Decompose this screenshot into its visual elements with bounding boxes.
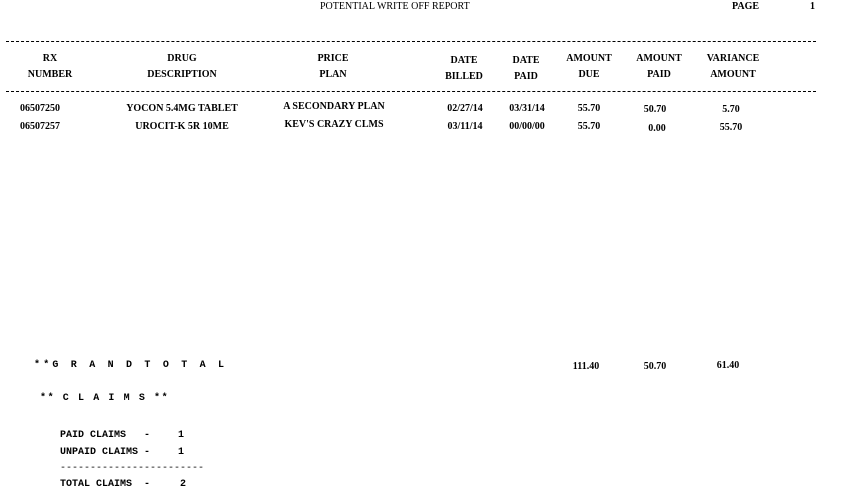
col-header-amount-due: AMOUNT DUE [566, 53, 612, 80]
variance-amount: 55.70 [719, 122, 743, 133]
price-plan: KEV'S CRAZY CLMS [284, 119, 384, 130]
grand-total-due: 111.40 [572, 361, 600, 372]
col-header-rx: RX NUMBER [27, 53, 73, 80]
date-billed: 03/11/14 [447, 121, 483, 132]
col-header-variance: VARIANCE AMOUNT [706, 53, 760, 80]
col-header-plan: PRICE PLAN [317, 53, 349, 80]
paid-claims-label: PAID CLAIMS - [60, 430, 151, 441]
amount-due: 55.70 [577, 121, 601, 132]
price-plan: A SECONDARY PLAN [283, 101, 385, 112]
col-header-date-paid: DATE PAID [512, 55, 540, 82]
col-header-date-billed: DATE BILLED [445, 55, 483, 82]
rx-number: 06507257 [20, 121, 60, 132]
claims-separator: ------------------------ [60, 463, 205, 474]
unpaid-claims-label: UNPAID CLAIMS - [60, 447, 151, 458]
grand-total-label: **G R A N D T O T A L [34, 360, 228, 371]
drug-description: UROCIT-K 5R 10ME [135, 121, 229, 132]
grand-total-paid: 50.70 [643, 361, 667, 372]
header-top-rule [6, 41, 816, 42]
page-number: 1 [810, 1, 815, 12]
date-billed: 02/27/14 [447, 103, 483, 114]
date-paid: 00/00/00 [509, 121, 545, 132]
rx-number: 06507250 [20, 103, 60, 114]
amount-paid: 0.00 [648, 123, 666, 134]
report-title: POTENTIAL WRITE OFF REPORT [320, 1, 470, 12]
col-header-amount-paid: AMOUNT PAID [636, 53, 682, 80]
date-paid: 03/31/14 [509, 103, 545, 114]
claims-heading: ** C L A I M S ** [40, 393, 170, 404]
drug-description: YOCON 5.4MG TABLET [126, 103, 238, 114]
page-label: PAGE [732, 1, 760, 12]
unpaid-claims-count: 1 [178, 447, 185, 458]
header-bottom-rule [6, 91, 816, 92]
variance-amount: 5.70 [722, 104, 740, 115]
amount-due: 55.70 [577, 103, 601, 114]
amount-paid: 50.70 [643, 104, 667, 115]
total-claims-count: 2 [180, 479, 187, 490]
grand-total-variance: 61.40 [716, 360, 740, 371]
col-header-drug: DRUG DESCRIPTION [147, 53, 217, 80]
paid-claims-count: 1 [178, 430, 185, 441]
total-claims-label: TOTAL CLAIMS - [60, 479, 151, 490]
